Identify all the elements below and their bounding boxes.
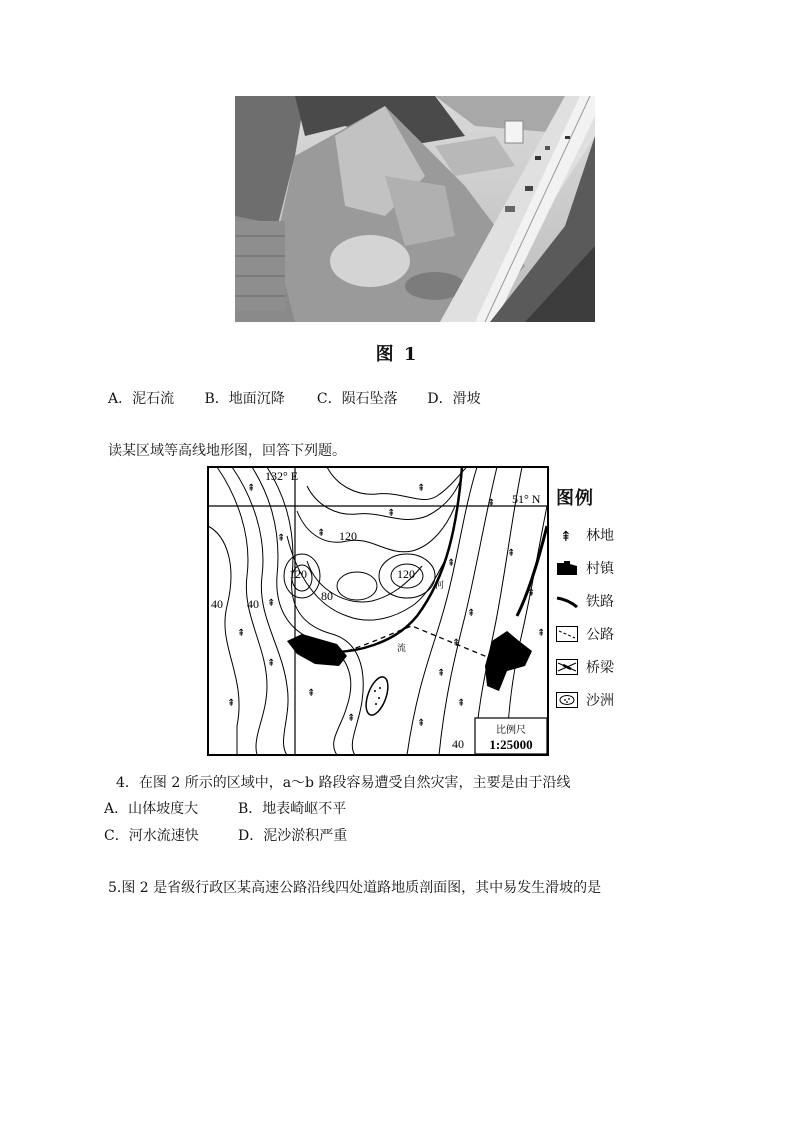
contour-label: 120 (289, 567, 307, 581)
legend-label: 沙洲 (586, 692, 614, 709)
contour-label: 40 (211, 597, 223, 611)
q4-option-a[interactable]: A．山体坡度大 (104, 801, 199, 817)
svg-text:⇞: ⇞ (487, 498, 496, 509)
q4-option-c[interactable]: C．河水流速快 (104, 828, 199, 844)
svg-text:⇞: ⇞ (277, 533, 286, 544)
svg-text:⇞: ⇞ (437, 668, 446, 679)
svg-text:⇞: ⇞ (387, 508, 396, 519)
contour-label: 120 (397, 567, 415, 581)
railway-icon (556, 593, 578, 609)
option-d[interactable]: D．滑坡 (427, 391, 481, 407)
svg-text:⇞: ⇞ (417, 718, 426, 729)
svg-text:⇞: ⇞ (467, 608, 476, 619)
river-label-1: 河 (435, 580, 445, 590)
svg-text:⇞: ⇞ (317, 528, 326, 539)
map-lat-label: 51° N (512, 492, 541, 506)
svg-text:⇞: ⇞ (267, 598, 276, 609)
figure-1-caption: 图 1 (375, 344, 419, 365)
q4-option-d[interactable]: D．泥沙淤积严重 (238, 828, 348, 844)
river-label-2: 流 (397, 643, 407, 653)
sandbar-icon (556, 692, 578, 708)
village-icon (556, 560, 578, 576)
svg-text:⇞: ⇞ (457, 698, 466, 709)
question-4-stem: 4．在图 2 所示的区域中，a～b 路段容易遭受自然灾害，主要是由于沿线 (116, 775, 571, 791)
question-5-stem: 5.图 2 是省级行政区某高速公路沿线四处道路地质剖面图，其中易发生滑坡的是 (108, 880, 602, 896)
svg-text:⇞: ⇞ (537, 628, 546, 639)
option-a[interactable]: A．泥石流 (108, 391, 175, 407)
svg-text:⇞: ⇞ (307, 688, 316, 699)
legend-title: 图例 (556, 488, 594, 509)
svg-text:⇞: ⇞ (507, 548, 516, 559)
legend-item-sandbar (556, 683, 636, 716)
road-icon (556, 626, 578, 642)
legend-label: 公路 (586, 626, 614, 643)
svg-text:⇞: ⇞ (447, 558, 456, 569)
svg-text:⇞: ⇞ (560, 528, 572, 543)
scale-value: 1:25000 (489, 737, 533, 752)
svg-text:⇞: ⇞ (267, 658, 276, 669)
map-legend (556, 484, 636, 716)
legend-item-road (556, 617, 636, 650)
contour-label: 40 (452, 737, 464, 751)
bridge-icon (556, 659, 578, 675)
svg-text:⇞: ⇞ (237, 628, 246, 639)
svg-text:⇞: ⇞ (347, 713, 356, 724)
legend-label: 村镇 (586, 560, 614, 577)
svg-text:⇞: ⇞ (227, 698, 236, 709)
svg-text:⇞: ⇞ (417, 483, 426, 494)
question-options-row (108, 388, 481, 408)
landslide-photo (235, 96, 595, 322)
legend-label: 桥梁 (586, 659, 614, 676)
forest-icon (556, 527, 578, 543)
svg-text:⇞: ⇞ (247, 483, 256, 494)
legend-item-railway (556, 584, 636, 617)
legend-item-village (556, 551, 636, 584)
option-c[interactable]: C．陨石坠落 (316, 391, 398, 407)
option-b[interactable]: B．地面沉降 (204, 391, 285, 407)
map-lon-label: 132° E (265, 469, 299, 483)
contour-label: 40 (247, 597, 259, 611)
contour-label: 80 (321, 589, 333, 603)
map-prompt: 读某区域等高线地形图，回答下列题。 (108, 443, 346, 459)
contour-label: 120 (339, 529, 357, 543)
svg-text:⇞: ⇞ (452, 638, 461, 649)
contour-map (207, 466, 549, 756)
scale-title: 比例尺 (496, 725, 526, 736)
legend-label: 铁路 (586, 593, 614, 610)
legend-item-forest (556, 518, 636, 551)
legend-item-bridge (556, 650, 636, 683)
legend-label: 林地 (586, 527, 614, 544)
q4-option-b[interactable]: B．地表崎岖不平 (238, 801, 347, 817)
svg-text:⇞: ⇞ (527, 588, 536, 599)
